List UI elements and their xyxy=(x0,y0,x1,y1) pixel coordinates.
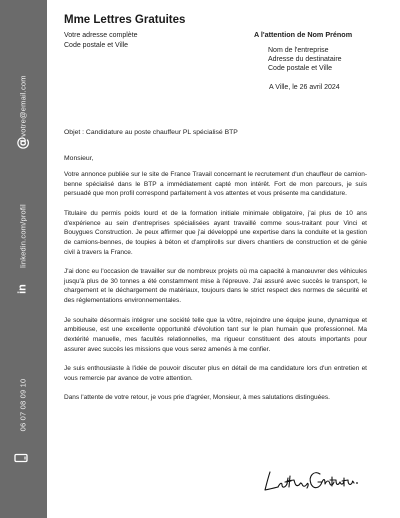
sender-address: Votre adresse complète xyxy=(64,32,138,39)
sidebar-email[interactable]: votre@email.com xyxy=(18,75,28,137)
sender-name: Mme Lettres Gratuites xyxy=(64,14,186,26)
letter-body xyxy=(64,170,367,412)
letter-date: A Ville, le 26 avril 2024 xyxy=(269,84,340,91)
sender-postal-city: Code postale et Ville xyxy=(64,41,129,49)
recipient-title: A l'attention de Nom Prénom xyxy=(254,30,353,39)
sender-address-block xyxy=(64,31,138,50)
recipient-postal-city: Code postale et Ville xyxy=(268,65,333,73)
body-paragraph: Je souhaite désormais intégrer une société telle que la vôtre, rejoindre une équipe jeune, dynamique et ambitieuse, est une excellente opportunité d'évolution tant sur le plan humain que professionnel. Ma dextérité manuelle, mes facultés relationnelles, ma rigueur constituent des atouts importants pour assurer avec succès les missions que vous serez amenés à me confier. xyxy=(64,316,367,353)
letter-object: Objet : Candidature au poste chauffeur PL spécialisé BTP xyxy=(64,129,238,136)
contact-sidebar xyxy=(0,0,47,518)
recipient-company: Nom de l'entreprise xyxy=(268,47,329,54)
body-paragraph: Je suis enthousiaste à l'idée de pouvoir discuter plus en détail de ma candidature lors d'un entretien et vous remercie par avance de votre attention. xyxy=(64,365,367,382)
body-paragraph: Dans l'attente de votre retour, je vous prie d'agréer, Monsieur, à mes salutations distinguées. xyxy=(64,394,330,402)
sidebar-linkedin[interactable]: linkedin.com/profil xyxy=(18,204,28,268)
body-paragraph: Titulaire du permis poids lourd et de la formation initiale minimale obligatoire, j'ai plus de 10 ans d'expérience au sein d'entreprises spécialisées ayant travaillé comme sous-traitant pour Vinci et Bouygues Construction. Je peux affirmer que j'ai développé une expertise dans la conduite et la gestion de camions-bennes, de toupies à béton et d'amplirolls sur divers chantiers de construction et de génie civil à travers la France. xyxy=(64,209,367,256)
phone-icon xyxy=(14,451,32,465)
sidebar-phone[interactable]: 06 07 08 09 10 xyxy=(18,378,28,432)
letter-salutation: Monsieur, xyxy=(64,155,94,162)
recipient-address: Adresse du destinataire xyxy=(268,56,342,64)
signature xyxy=(262,466,362,496)
body-paragraph: Votre annonce publiée sur le site de France Travail concernant le recrutement d'un chauffeur de camion-benne spécialisé dans le BTP a immédiatement capté mon intérêt. Fort de mon parcours, je suis persuadé que mon profil correspond parfaitement à vos attentes et vous présente ma candidature. xyxy=(64,171,367,198)
email-icon: @ xyxy=(15,136,31,150)
body-paragraph: J'ai donc eu l'occasion de travailler sur de nombreux projets où ma capacité à manœuvrer des véhicules jusqu'à plus de 30 tonnes a été constamment mise à l'épreuve. J'ai assuré avec succès le transport, le chargement et le déchargement de matériaux, toujours dans le strict respect des normes de sécurité et des réglementations environnementales. xyxy=(64,268,367,305)
linkedin-icon: in xyxy=(16,284,29,294)
recipient-address-block xyxy=(268,46,342,74)
